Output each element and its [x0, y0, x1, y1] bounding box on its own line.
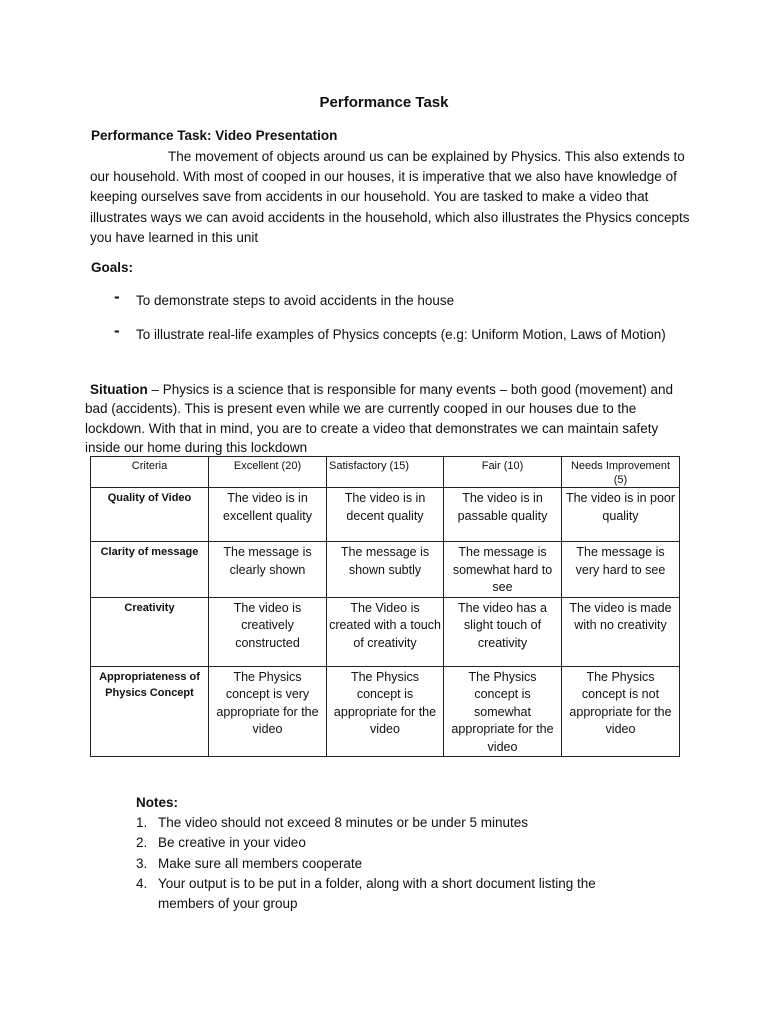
note-text: Be creative in your video — [158, 835, 306, 851]
criteria-cell: Clarity of message — [91, 542, 209, 598]
intro-paragraph: The movement of objects around us can be explained by Physics. This also extends to our household. With most of cooped in our houses, it is imperative that we also have knowledge of keeping ourselves save from accidents in our household. You are tasked to make a video that illustrates ways we can avoid accidents in the household, which also illustrates the Physics concepts you have learned in this unit — [90, 149, 690, 245]
situation-text: – Physics is a science that is responsible for many events – both good (movement) and bad (accidents). This is present even while we are currently cooped in our houses due to the lockdown. With that in mind, you are to create a video that demonstrates we can maintain safety inside our home during this lockdown — [85, 382, 674, 456]
table-row — [91, 488, 680, 542]
rubric-cell: The video is in excellent quality — [209, 488, 327, 542]
list-item — [136, 813, 618, 833]
rubric-cell: The video is made with no creativity — [562, 597, 680, 666]
rubric-cell: The video has a slight touch of creativity — [444, 597, 562, 666]
notes-list — [136, 813, 618, 914]
table-row — [91, 542, 680, 598]
rubric-cell: The Physics concept is not appropriate for the video — [562, 666, 680, 757]
header-excellent: Excellent (20) — [209, 457, 327, 488]
rubric-cell: The video is creatively constructed — [209, 597, 327, 666]
page-title: Performance Task — [319, 94, 449, 111]
rubric-cell: The Physics concept is appropriate for the video — [327, 666, 444, 757]
note-text: Make sure all members cooperate — [158, 855, 363, 871]
rubric-cell: The video is in poor quality — [562, 488, 680, 542]
goal-item — [114, 322, 674, 347]
list-number: 2. — [136, 835, 148, 851]
goal-text: To demonstrate steps to avoid accidents in the house — [136, 293, 455, 308]
rubric-cell: The message is somewhat hard to see — [444, 542, 562, 598]
list-item — [136, 833, 618, 853]
rubric-cell: The message is clearly shown — [209, 542, 327, 598]
header-fair: Fair (10) — [444, 457, 562, 488]
header-satisfactory: Satisfactory (15) — [327, 457, 444, 488]
task-heading: Performance Task: Video Presentation — [91, 128, 338, 143]
header-needs-improvement: Needs Improvement (5) — [562, 457, 680, 488]
note-text: The video should not exceed 8 minutes or be under 5 minutes — [158, 815, 528, 830]
list-item — [136, 874, 618, 915]
rubric-cell: The Physics concept is very appropriate for the video — [209, 666, 327, 757]
dash-bullet: - — [114, 287, 120, 306]
rubric-cell: The message is shown subtly — [327, 542, 444, 598]
notes-heading: Notes: — [136, 795, 179, 810]
rubric-cell: The video is in passable quality — [444, 488, 562, 542]
list-number: 4. — [136, 875, 148, 891]
notes-section — [136, 793, 618, 914]
goal-item — [114, 288, 674, 313]
rubric-cell: The Video is created with a touch of creativity — [327, 597, 444, 666]
rubric-cell: The Physics concept is somewhat appropriate for the video — [444, 666, 562, 757]
rubric-table — [90, 456, 680, 757]
criteria-cell: Appropriateness of Physics Concept — [91, 666, 209, 757]
rubric-cell: The message is very hard to see — [562, 542, 680, 598]
rubric-cell: The video is in decent quality — [327, 488, 444, 542]
situation-paragraph — [85, 380, 690, 458]
list-item — [136, 854, 618, 874]
situation-label: Situation — [90, 382, 148, 397]
list-number: 3. — [136, 855, 148, 871]
list-number: 1. — [136, 815, 148, 830]
goal-text: To illustrate real-life examples of Physics concepts (e.g: Uniform Motion, Laws of Motion) — [136, 327, 666, 342]
note-text: Your output is to be put in a folder, along with a short document listing the members of your group — [158, 875, 596, 912]
criteria-cell: Creativity — [91, 597, 209, 666]
goals-heading: Goals: — [91, 260, 134, 275]
table-row — [91, 666, 680, 757]
criteria-cell: Quality of Video — [91, 488, 209, 542]
table-row — [91, 597, 680, 666]
header-criteria: Criteria — [91, 457, 209, 488]
dash-bullet: - — [114, 321, 120, 340]
rubric-header-row — [91, 457, 680, 488]
